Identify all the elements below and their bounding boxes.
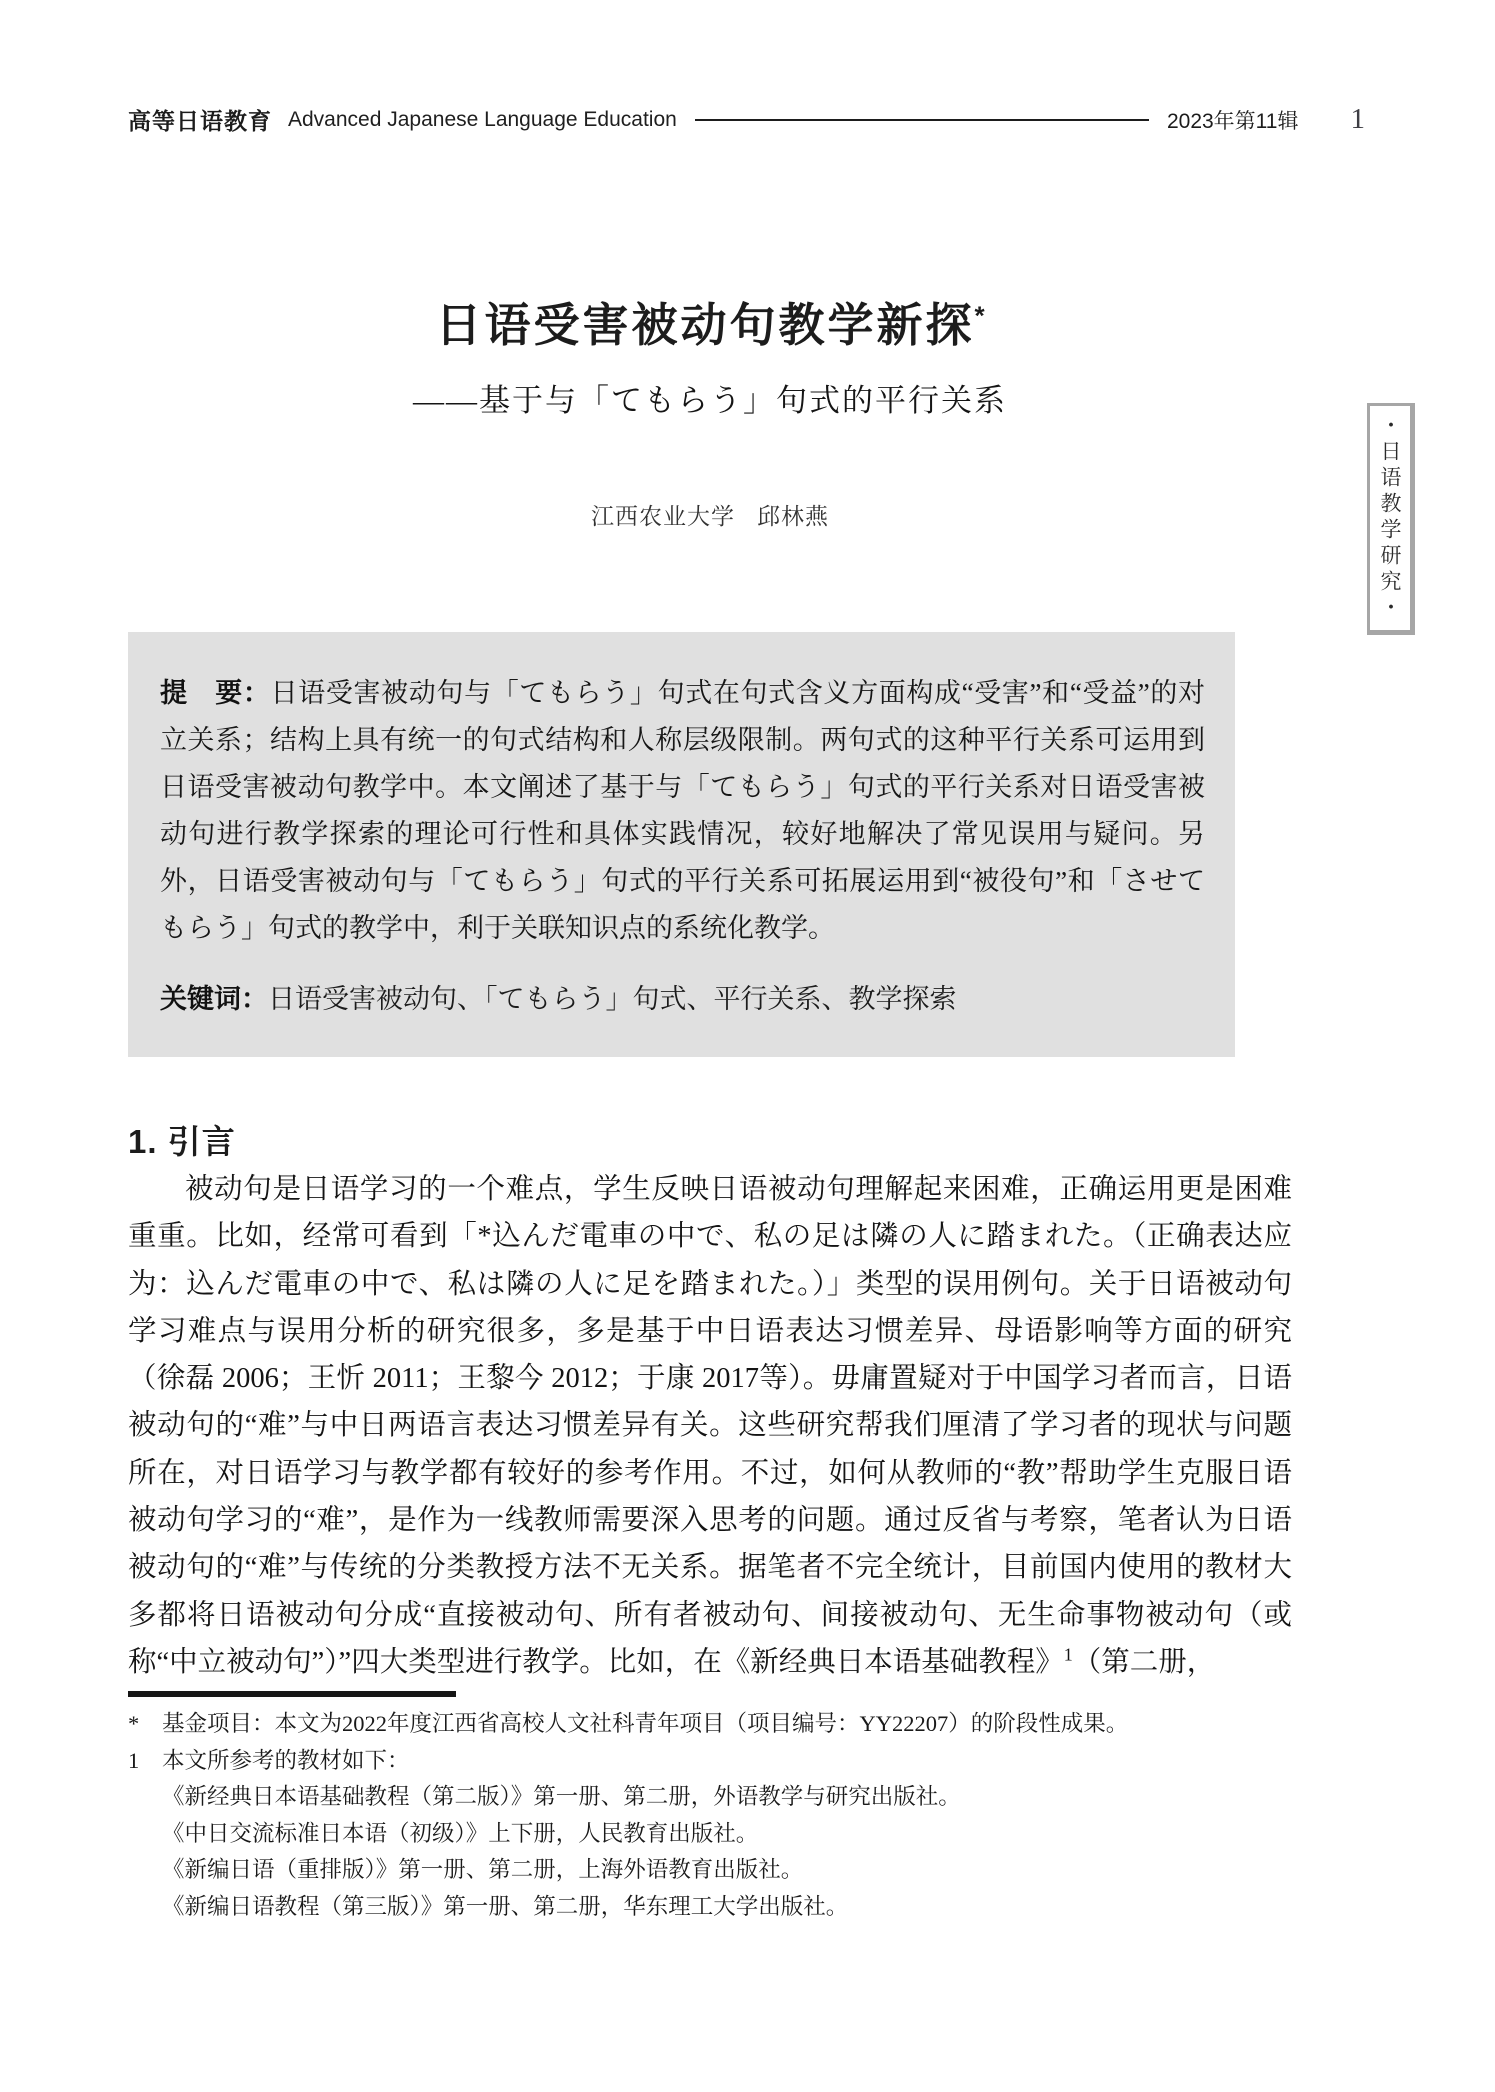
keywords-text: 日语受害被动句、「てもらう」句式、平行关系、教学探索 <box>268 984 957 1014</box>
body-text: 被动句是日语学习的一个难点，学生反映日语被动句理解起来困难，正确运用更是困难重重。比如，经常可看到「*込んだ電車の中で、私の足は隣の人に踏まれた。（正确表达应为：込んだ電車の中で、私は隣の人に足を踏まれた。）」类型的误用例句。关于日语被动句学习难点与误用分析的研究很多，多是基于中日语表达习惯差异、母语影响等方面的研究（徐磊 2006；王忻 2011；王黎今 2012；于康 2017等）。毋庸置疑对于中国学习者而言，日语被动句的“难”与中日两语言表达习惯差异有关。这些研究帮我们厘清了学习者的现状与问题所在，对日语学习与教学都有较好的参考作用。不过，如何从教师的“教”帮助学生克服日语被动句学习的“难”，是作为一线教师需要深入思考的问题。通过反省与考察，笔者认为日语被动句的“难”与传统的分类教授方法不无关系。据笔者不完全统计，目前国内使用的教材大多都将日语被动句分成“直接被动句、所有者被动句、间接被动句、无生命事物被动句（或称“中立被动句”）”四大类型进行教学。比如，在《新经典日本语基础教程》 <box>128 1174 1292 1678</box>
footnote-marker-1: 1 <box>128 1747 140 1773</box>
title-block <box>128 300 1292 420</box>
footnote-text: 本文所参考的教材如下： <box>162 1747 410 1773</box>
abstract-text: 日语受害被动句与「てもらう」句式在句式含义方面构成“受害”和“受益”的对立关系；结构上具有统一的句式结构和人称层级限制。两句式的这种平行关系可运用到日语受害被动句教学中。本文阐述了基于与「てもらう」句式的平行关系对日语受害被动句进行教学探索的理论可行性和具体实践情况，较好地解决了常见误用与疑问。另外，日语受害被动句与「てもらう」句式的平行关系可拓展运用到“被役句”和「させてもらう」句式的教学中，利于关联知识点的系统化教学。 <box>160 678 1206 943</box>
reference-item: 《新编日语（重排版）》第一册、第二册，上海外语教育出版社。 <box>162 1857 804 1882</box>
footnote-reference-1: 1 <box>1063 1644 1073 1665</box>
title-footnote-marker: * <box>974 300 985 331</box>
journal-title-en: Advanced Japanese Language Education <box>288 107 677 131</box>
section-heading: 1. 引言 <box>128 1123 236 1160</box>
journal-title-cn: 高等日语教育 <box>128 108 272 134</box>
running-head <box>128 103 1365 136</box>
category-side-tab-text: ・日语教学研究・ <box>1378 414 1402 622</box>
reference-item: 《新经典日本语基础教程（第二版）》第一册、第二册，外语教学与研究出版社。 <box>162 1784 961 1809</box>
footnotes <box>128 1706 1298 1925</box>
keywords-label: 关键词： <box>160 984 268 1014</box>
abstract-label: 提 要： <box>160 678 271 708</box>
footnote-separator <box>128 1691 456 1697</box>
abstract-box <box>128 632 1235 1057</box>
page-number: 1 <box>1350 103 1365 135</box>
header-rule <box>695 119 1149 121</box>
article-title <box>128 300 1292 351</box>
reference-item: 《中日交流标准日本语（初级）》上下册，人民教育出版社。 <box>162 1820 759 1846</box>
footnote-marker-asterisk: * <box>128 1711 140 1736</box>
author-name: 邱林燕 <box>757 503 829 529</box>
footnote-textbooks <box>128 1743 1298 1780</box>
footnote-text: 基金项目：本文为2022年度江西省高校人文社科青年项目（项目编号：YY22207）的阶段性成果。 <box>162 1711 1129 1736</box>
reference-item: 《新编日语教程（第三版）》第一册、第二册，华东理工大学出版社。 <box>162 1893 849 1919</box>
author-line <box>128 498 1292 531</box>
footnote-fund-project <box>128 1706 1298 1743</box>
body-text-tail: （第二册， <box>1072 1646 1216 1678</box>
body-paragraph <box>128 1166 1292 1686</box>
article-subtitle: ——基于与「てもらう」句式的平行关系 <box>413 382 1007 418</box>
article-title-text: 日语受害被动句教学新探 <box>435 299 975 351</box>
abstract-paragraph <box>160 670 1205 952</box>
issue-label: 2023年第11辑 <box>1166 109 1299 133</box>
author-affiliation: 江西农业大学 <box>591 503 735 529</box>
keywords-line <box>160 976 1205 1023</box>
category-side-tab <box>1367 403 1415 635</box>
